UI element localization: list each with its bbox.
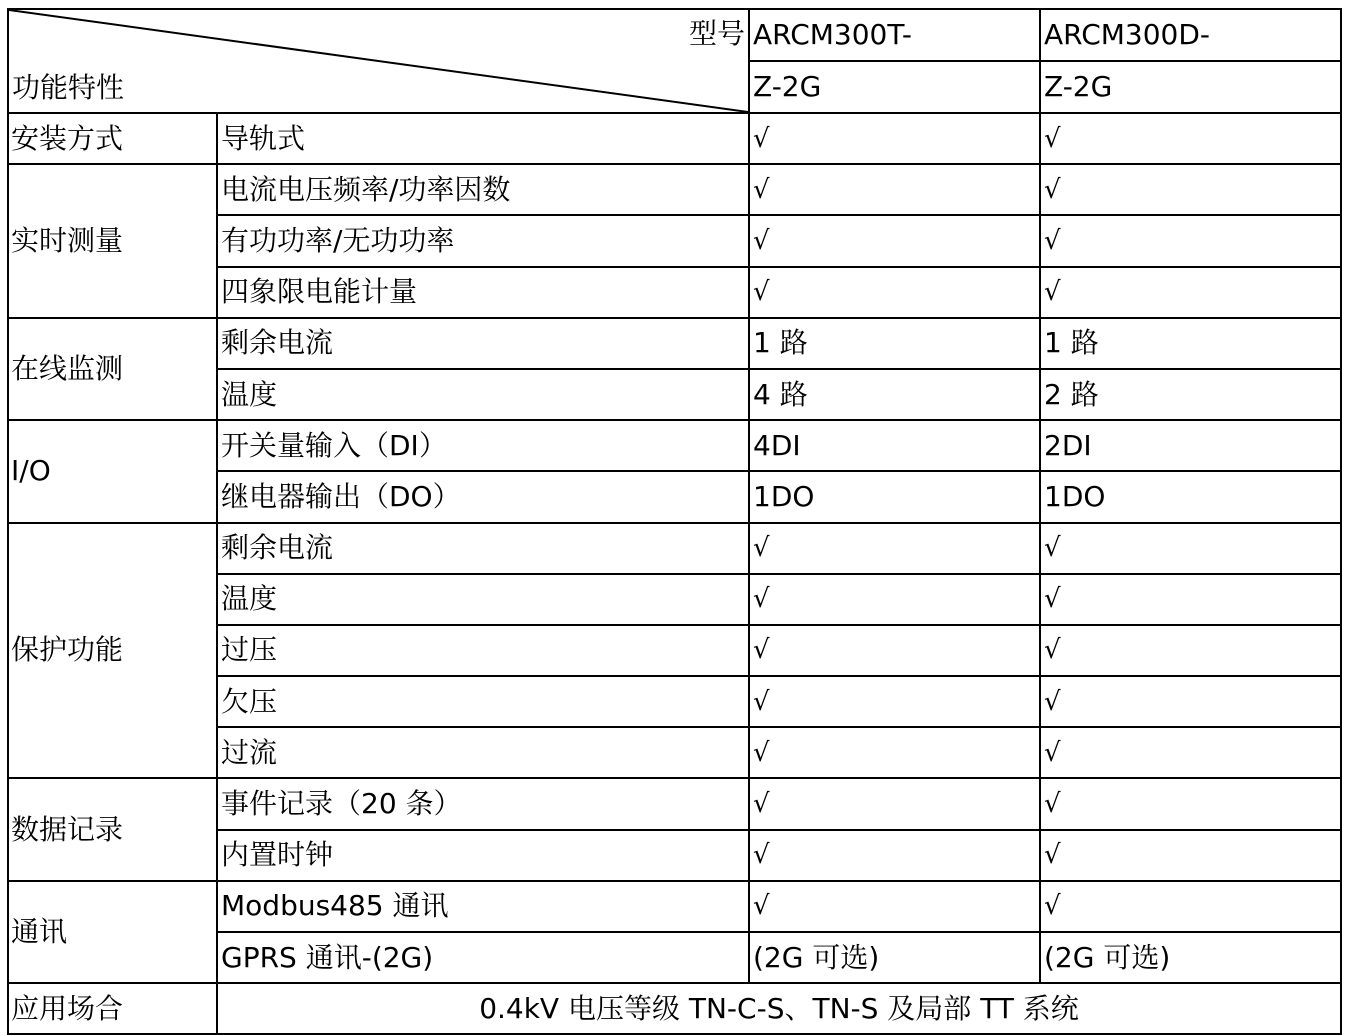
model-2-line1: ARCM300D- (1041, 10, 1340, 62)
model-2-line2: Z-2G (1044, 70, 1113, 103)
model-1-value-cell: √ (749, 727, 1040, 778)
category-cell: I/O (8, 420, 217, 522)
feature-cell: 电流电压频率/功率因数 (217, 164, 749, 215)
model-1-value-cell: √ (749, 164, 1040, 215)
feature-cell: 过压 (217, 625, 749, 676)
application-row (8, 983, 1341, 1034)
model-1-value-cell: √ (749, 267, 1040, 318)
model-row-heading: 型号 (688, 17, 745, 50)
feature-cell: 剩余电流 (217, 523, 749, 574)
model-1-value-cell: √ (749, 215, 1040, 266)
feature-cell: 事件记录（20 条） (217, 778, 749, 829)
model-2-value-cell: √ (1040, 215, 1341, 266)
model-1-line1: ARCM300T- (750, 10, 1039, 62)
model-2-value-cell: 2 路 (1040, 369, 1341, 420)
model-2-value-cell: (2G 可选) (1040, 932, 1341, 983)
diagonal-header-cell (8, 9, 749, 113)
model-1-value-cell: (2G 可选) (749, 932, 1040, 983)
feature-column-heading: 功能特性 (12, 71, 125, 104)
feature-cell: 温度 (217, 369, 749, 420)
model-1-value-cell: √ (749, 676, 1040, 727)
model-2-value-cell: √ (1040, 523, 1341, 574)
category-cell: 安装方式 (8, 113, 217, 164)
table-row (8, 523, 1341, 574)
spec-table-body (8, 9, 1341, 1034)
feature-cell: 有功功率/无功功率 (217, 215, 749, 266)
spec-table-wrapper (7, 8, 1340, 1031)
table-row (8, 113, 1341, 164)
model-2-value-cell: √ (1040, 676, 1341, 727)
model-1-value-cell: 1DO (749, 471, 1040, 522)
model-2-value-cell: √ (1040, 164, 1341, 215)
feature-cell: 四象限电能计量 (217, 267, 749, 318)
category-cell: 实时测量 (8, 164, 217, 318)
feature-cell: 开关量输入（DI） (217, 420, 749, 471)
category-cell: 通讯 (8, 881, 217, 983)
model-2-value-cell: √ (1040, 830, 1341, 881)
model-1-value-cell: 4 路 (749, 369, 1040, 420)
model-1-value-cell: √ (749, 113, 1040, 164)
feature-cell: 剩余电流 (217, 318, 749, 369)
model-2-value-cell: √ (1040, 574, 1341, 625)
model-2-value-cell: √ (1040, 113, 1341, 164)
table-row (8, 778, 1341, 829)
model-1-value-cell: √ (749, 574, 1040, 625)
feature-cell: 欠压 (217, 676, 749, 727)
model-2-value-cell: √ (1040, 625, 1341, 676)
model-2-value-cell: 1 路 (1040, 318, 1341, 369)
table-row (8, 318, 1341, 369)
table-row (8, 164, 1341, 215)
model-2-value-cell: √ (1040, 881, 1341, 932)
feature-cell: 过流 (217, 727, 749, 778)
feature-cell: Modbus485 通讯 (217, 881, 749, 932)
model-2-value-cell: √ (1040, 778, 1341, 829)
model-1-value-cell: 1 路 (749, 318, 1040, 369)
feature-cell: 继电器输出（DO） (217, 471, 749, 522)
header-row (8, 9, 1341, 113)
table-row (8, 420, 1341, 471)
model-1-line2: Z-2G (753, 70, 822, 103)
table-row (8, 881, 1341, 932)
feature-cell: GPRS 通讯-(2G) (217, 932, 749, 983)
feature-cell: 导轨式 (217, 113, 749, 164)
model-1-value-cell: √ (749, 625, 1040, 676)
model-2-value-cell: 1DO (1040, 471, 1341, 522)
spec-table (7, 8, 1342, 1035)
category-cell: 数据记录 (8, 778, 217, 880)
model-1-value-cell: 4DI (749, 420, 1040, 471)
model-2-value-cell: 2DI (1040, 420, 1341, 471)
application-category-cell: 应用场合 (8, 983, 217, 1034)
category-cell: 在线监测 (8, 318, 217, 420)
model-1-value-cell: √ (749, 523, 1040, 574)
model-1-value-cell: √ (749, 881, 1040, 932)
feature-cell: 内置时钟 (217, 830, 749, 881)
model-1-value-cell: √ (749, 778, 1040, 829)
feature-cell: 温度 (217, 574, 749, 625)
application-value-cell: 0.4kV 电压等级 TN-C-S、TN-S 及局部 TT 系统 (217, 983, 1341, 1034)
category-cell: 保护功能 (8, 523, 217, 779)
model-2-value-cell: √ (1040, 727, 1341, 778)
model-2-value-cell: √ (1040, 267, 1341, 318)
model-1-header (749, 9, 1040, 113)
model-1-value-cell: √ (749, 830, 1040, 881)
model-2-header (1040, 9, 1341, 113)
